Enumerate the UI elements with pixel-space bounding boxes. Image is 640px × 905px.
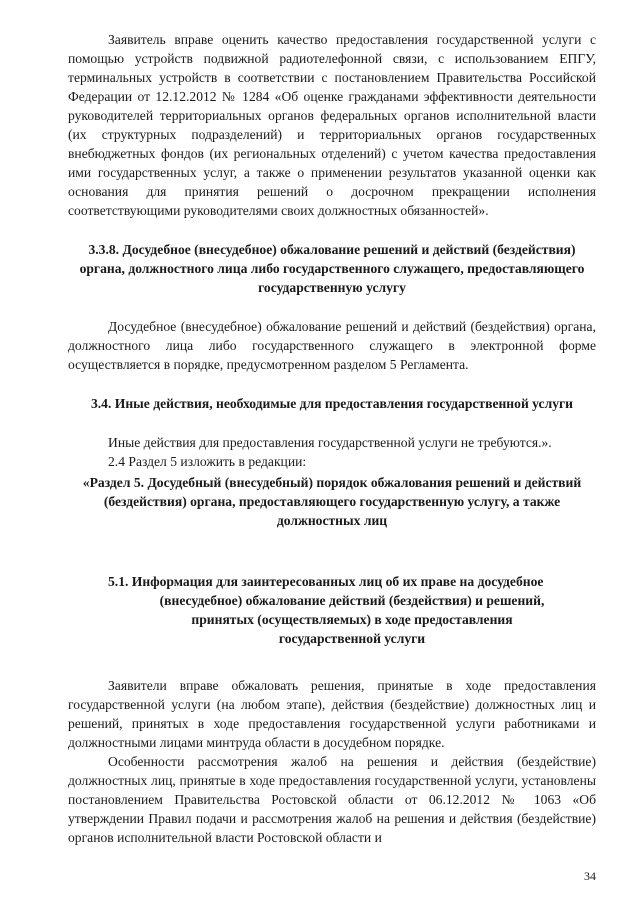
heading-5-1 <box>108 572 596 648</box>
heading-3-3-8: 3.3.8. Досудебное (внесудебное) обжалование решений и действий (бездействия) органа, должностного лица либо государственного служащего, предоставляющего государственную услугу <box>79 242 585 295</box>
document-page <box>68 30 596 847</box>
heading-5-1-line-4: государственной услуги <box>278 631 426 646</box>
paragraph-other-actions: Иные действия для предоставления государственной услуги не требуются.». <box>108 435 552 450</box>
paragraph-electronic-appeal: Досудебное (внесудебное) обжалование решений и действий (бездействия) органа, должностного лица либо государственного служащего в электронной форме осуществляется в порядке, предусмотренном разделом 5 Регламента. <box>68 319 596 372</box>
heading-5-1-line-3: принятых (осуществляемых) в ходе предоставления <box>191 612 513 627</box>
page-number: 34 <box>584 869 596 883</box>
heading-section-5: «Раздел 5. Досудебный (внесудебный) порядок обжалования решений и действий (бездействия) органа, предоставляющего государственную услугу, а также должностных лиц <box>82 475 582 528</box>
paragraph-right-to-appeal: Заявители вправе обжаловать решения, принятые в ходе предоставления государственной услуги (на любом этапе), действия (бездействие) должностных лиц и решений, принятых в ходе предоставления государственной услуги работниками и должностными лицами минтруда области в досудебном порядке. <box>68 678 596 750</box>
heading-3-4: 3.4. Иные действия, необходимые для предоставления государственной услуги <box>90 396 574 411</box>
paragraph-complaint-features: Особенности рассмотрения жалоб на решения и действия (бездействие) должностных лиц, принятые в ходе предоставления государственной услуги, установлены постановлением Правительства Ростовской области от 06.12.2012 № 1063 «Об утверждении Правил подачи и рассмотрения жалоб на решения и действия (бездействие) органов исполнительной власти Ростовской области и <box>68 754 596 845</box>
heading-5-1-line-2: (внесудебное) обжалование действий (бездействия) и решений, <box>159 593 545 608</box>
heading-5-1-line-1: 5.1. Информация для заинтересованных лиц об их праве на досудебное <box>108 574 544 589</box>
paragraph-section-amendment: 2.4 Раздел 5 изложить в редакции: <box>108 454 307 469</box>
paragraph-quality-assessment: Заявитель вправе оценить качество предоставления государственной услуги с помощью устройств подвижной радиотелефонной связи, с использованием ЕПГУ, терминальных устройств в соответствии с постановлением Правительства Российской Федерации от 12.12.2012 № 1284 «Об оценке гражданами эффективности деятельности руководителей территориальных органов федеральных органов исполнительной власти (их структурных подразделений) и территориальных органов государственных внебюджетных фондов (их региональных отделений) с учетом качества предоставления ими государственных услуг, а также о применении результатов указанной оценки как основания для принятия решений о досрочном прекращении исполнения соответствующими руководителями своих должностных обязанностей». <box>68 32 596 218</box>
